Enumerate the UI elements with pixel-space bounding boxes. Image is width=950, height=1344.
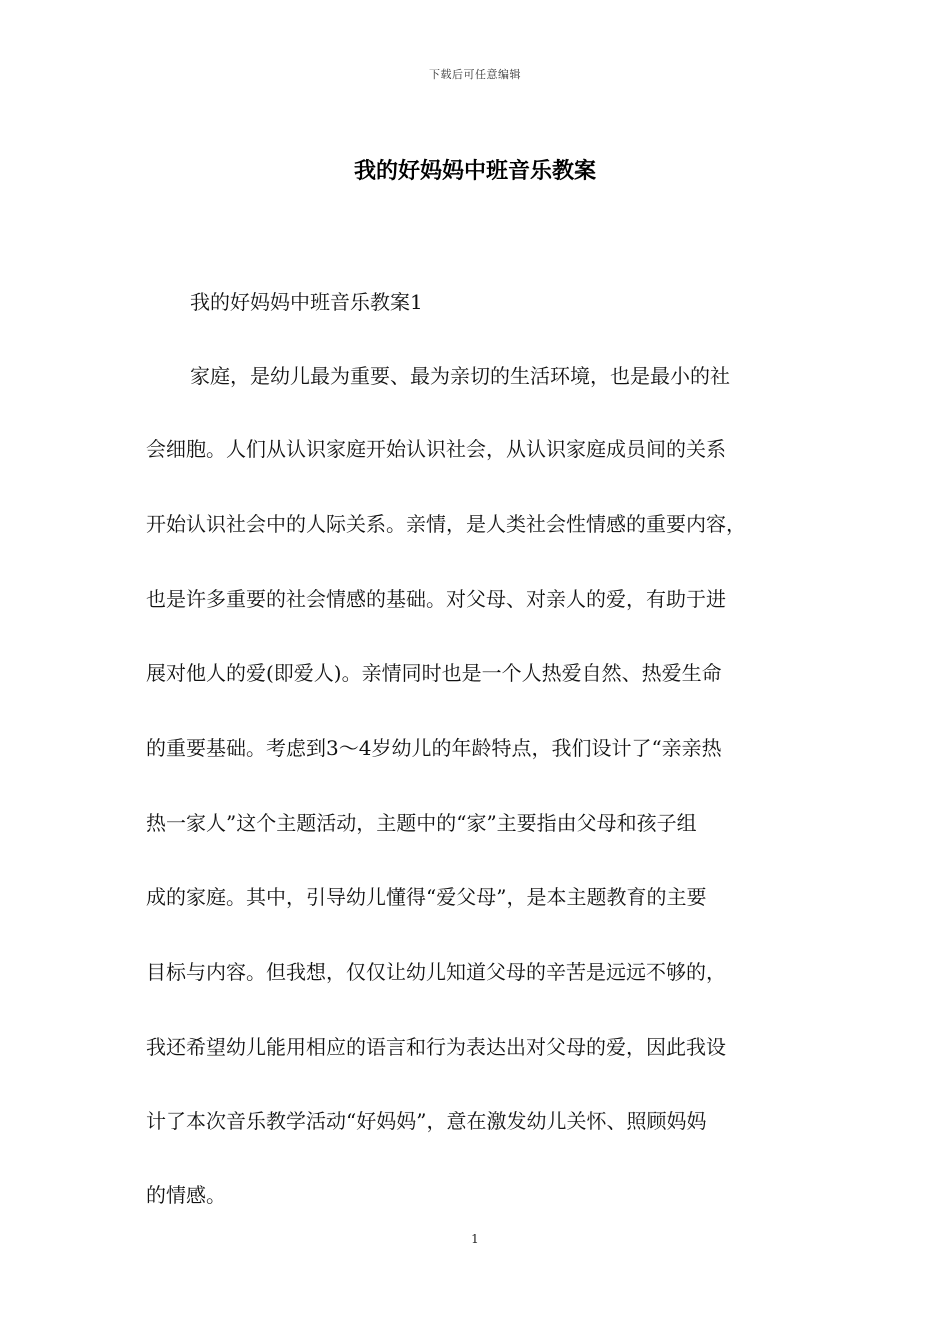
paragraph-line: 家庭，是幼儿最为重要、最为亲切的生活环境，也是最小的社 — [190, 364, 730, 388]
paragraph-line: 热一家人”这个主题活动，主题中的“家”主要指由父母和孩子组 — [146, 811, 697, 835]
paragraph-line: 也是许多重要的社会情感的基础。对父母、对亲人的爱，有助于进 — [146, 587, 726, 611]
paragraph-line: 展对他人的爱(即爱人)。亲情同时也是一个人热爱自然、热爱生命 — [146, 661, 722, 685]
paragraph-line: 我还希望幼儿能用相应的语言和行为表达出对父母的爱，因此我设 — [146, 1035, 726, 1059]
paragraph-line: 会细胞。人们从认识家庭开始认识社会，从认识家庭成员间的关系 — [146, 437, 726, 461]
paragraph-line: 的重要基础。考虑到3～4岁幼儿的年龄特点，我们设计了“亲亲热 — [146, 736, 722, 760]
paragraph-line: 的情感。 — [146, 1183, 226, 1207]
header-note: 下载后可任意编辑 — [429, 68, 521, 81]
paragraph-line: 目标与内容。但我想，仅仅让幼儿知道父母的辛苦是远远不够的， — [146, 960, 726, 984]
document-title: 我的好妈妈中班音乐教案 — [353, 158, 596, 184]
page-number: 1 — [471, 1232, 479, 1246]
paragraph-line: 计了本次音乐教学活动“好妈妈”，意在激发幼儿关怀、照顾妈妈 — [146, 1109, 707, 1133]
section-subtitle: 我的好妈妈中班音乐教案1 — [190, 290, 423, 314]
paragraph-line: 成的家庭。其中，引导幼儿懂得“爱父母”，是本主题教育的主要 — [146, 885, 707, 909]
paragraph-line: 开始认识社会中的人际关系。亲情，是人类社会性情感的重要内容， — [146, 512, 746, 536]
